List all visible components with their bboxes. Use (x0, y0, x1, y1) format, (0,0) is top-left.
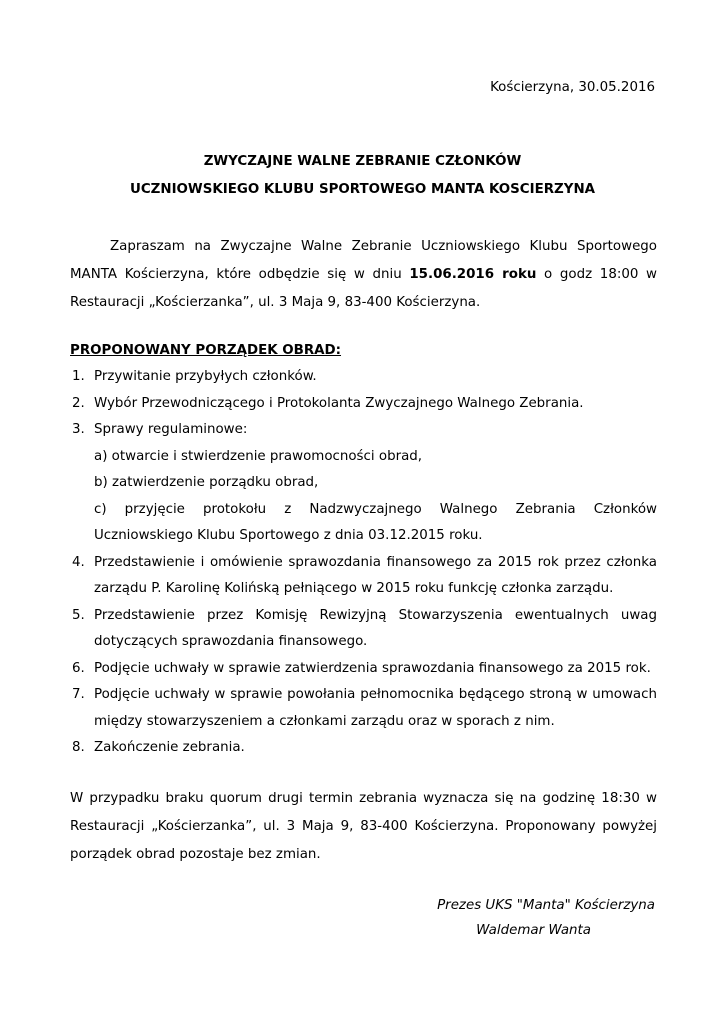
agenda-item-number: 6. (72, 660, 85, 676)
agenda-item (70, 550, 657, 603)
agenda-item-text: Przedstawienie i omówienie sprawozdania finansowego za 2015 rok przez członka zarządu P. Karolinę Kolińską pełniącego w 2015 roku funkcję członka zarządu. (94, 554, 657, 596)
agenda-item-number: 5. (72, 607, 85, 623)
agenda-item (70, 603, 657, 656)
agenda-item (70, 682, 657, 735)
agenda-item-text: Wybór Przewodniczącego i Protokolanta Zwyczajnego Walnego Zebrania. (94, 395, 584, 411)
agenda-item-text: Przywitanie przybyłych członków. (94, 369, 317, 384)
agenda-item (70, 391, 657, 418)
agenda-item (70, 364, 657, 391)
agenda-item-number: 4. (72, 554, 85, 570)
agenda-item-text: Podjęcie uchwały w sprawie zatwierdzenia sprawozdania finansowego za 2015 rok. (94, 660, 651, 676)
meeting-date: 15.06.2016 roku (409, 267, 537, 282)
agenda-item (70, 417, 657, 550)
agenda-item-number: 2. (72, 395, 85, 411)
signature-name: Waldemar Wanta (476, 923, 591, 938)
agenda-item (70, 735, 657, 762)
signature-title: Prezes UKS "Manta" Kościerzyna (437, 898, 655, 913)
agenda-item-number: 8. (72, 740, 85, 755)
closing-paragraph: W przypadku braku quorum drugi termin zebrania wyznacza się na godzinę 18:30 w Restauracji „Kościerzanka”, ul. 3 Maja 9, 83-400 Kościerzyna. Proponowany powyżej porządek obrad pozostaje bez zmian. (70, 791, 657, 862)
agenda-sub-item-a: a) otwarcie i stwierdzenie prawomocności obrad, (94, 448, 423, 464)
agenda-item (70, 656, 657, 683)
agenda-item-number: 1. (72, 369, 85, 384)
place-and-date: Kościerzyna, 30.05.2016 (490, 80, 655, 95)
invitation-text-after: o godz 18:00 w Restauracji „Kościerzanka”, ul. 3 Maja 9, 83-400 Kościerzyna. (70, 267, 658, 310)
agenda-item-number: 3. (72, 422, 85, 437)
document-title-line-2: UCZNIOWSKIEGO KLUBU SPORTOWEGO MANTA KOSCIERZYNA (129, 182, 596, 197)
agenda-sub-item-c: c) przyjęcie protokołu z Nadzwyczajnego Walnego Zebrania Członków Uczniowskiego Klubu Sportowego z dnia 03.12.2015 roku. (94, 501, 657, 543)
agenda-item-text: Przedstawienie przez Komisję Rewizyjną Stowarzyszenia ewentualnych uwag dotyczących sprawozdania finansowego. (94, 607, 657, 649)
agenda-sub-item-b: b) zatwierdzenie porządku obrad, (94, 475, 319, 490)
agenda-item-number: 7. (72, 687, 85, 702)
invitation-paragraph (70, 233, 657, 317)
invitation-text-before: Zapraszam na Zwyczajne Walne Zebranie Uczniowskiego Klubu Sportowego MANTA Kościerzyna, które odbędzie się w dniu (70, 239, 657, 282)
agenda-list (70, 364, 657, 762)
agenda-item-text: Sprawy regulaminowe: (94, 422, 248, 437)
document-title-line-1: ZWYCZAJNE WALNE ZEBRANIE CZŁONKÓW (203, 154, 522, 169)
agenda-item-text: Podjęcie uchwały w sprawie powołania pełnomocnika będącego stroną w umowach między stowarzyszeniem a członkami zarządu oraz w sporach z nim. (94, 687, 657, 729)
agenda-heading: PROPONOWANY PORZĄDEK OBRAD: (70, 343, 342, 358)
agenda-item-text: Zakończenie zebrania. (94, 740, 245, 755)
